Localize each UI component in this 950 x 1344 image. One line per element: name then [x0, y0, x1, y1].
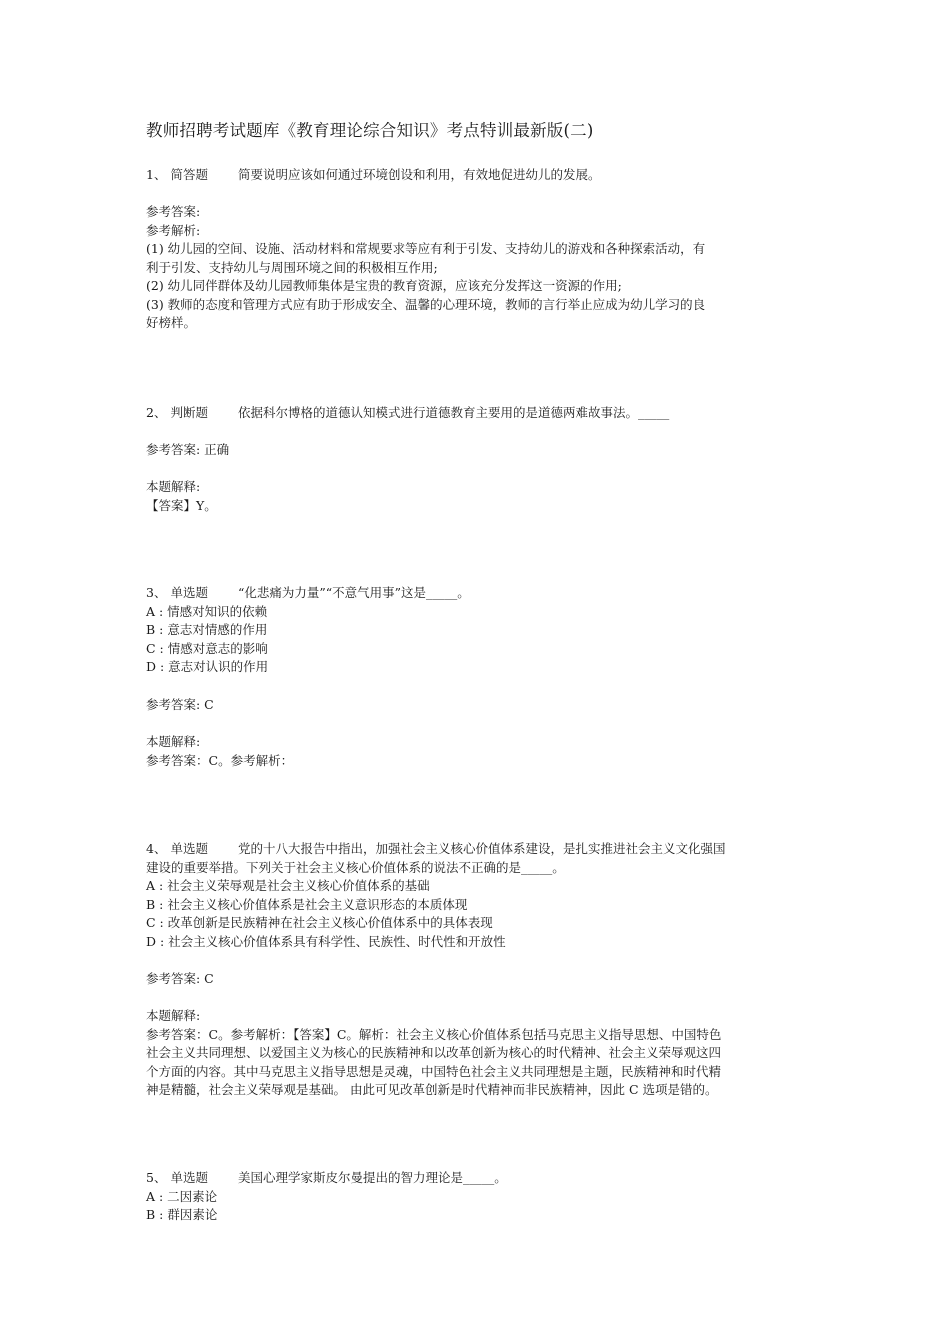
analysis-line: 【答案】Y。: [146, 497, 217, 513]
question-number: 2、: [146, 405, 167, 420]
question-stem: “化悲痛为力量”“不意气用事”这是_____。: [237, 585, 470, 600]
option-b: B : 意志对情感的作用: [146, 622, 268, 637]
option-d: D : 社会主义核心价值体系具有科学性、民族性、时代性和开放性: [146, 933, 506, 949]
answer-section-3: [146, 696, 806, 715]
page-title: 教师招聘考试题库《教育理论综合知识》考点特训最新版(二): [146, 121, 594, 140]
question-header: [146, 1169, 806, 1188]
question-number: 4、: [146, 841, 167, 856]
question-5: [146, 1169, 806, 1225]
option-c: C : 改革创新是民族精神在社会主义核心价值体系中的具体表现: [146, 915, 493, 930]
question-number: 1、: [146, 167, 167, 182]
analysis-section-4: [146, 1007, 806, 1100]
question-number: 5、: [146, 1170, 167, 1185]
question-stem: 依据科尔博格的道德认知模式进行道德教育主要用的是道德两难故事法。_____: [237, 405, 670, 420]
analysis-label: 本题解释:: [146, 734, 201, 749]
analysis-line: 个方面的内容。其中马克思主义指导思想是灵魂，中国特色社会主义共同理想是主题，民族精神和时代精: [146, 1063, 722, 1079]
option-a: A : 二因素论: [146, 1188, 218, 1204]
option-d: D : 意志对认识的作用: [146, 659, 269, 674]
question-stem: 党的十八大报告中指出，加强社会主义核心价值体系建设，是扎实推进社会主义文化强国: [237, 841, 726, 856]
question-4: [146, 840, 806, 951]
analysis-line: 参考答案：C。参考解析：【答案】C。解析：社会主义核心价值体系包括马克思主义指导思想、中国特色: [146, 1026, 722, 1042]
analysis-label: 本题解释:: [146, 479, 201, 494]
question-header: [146, 584, 806, 603]
question-header: [146, 840, 806, 859]
analysis-label: 参考解析:: [146, 222, 201, 238]
analysis-line: (2) 幼儿同伴群体及幼儿园教师集体是宝贵的教育资源，应该充分发挥这一资源的作用;: [146, 278, 622, 293]
analysis-line: (3) 教师的态度和管理方式应有助于形成安全、温馨的心理环境，教师的言行举止应成为幼儿学习的良: [146, 296, 706, 312]
question-header: [146, 404, 806, 423]
answer-text: 参考答案: 正确: [146, 442, 230, 457]
analysis-line: 利于引发、支持幼儿与周围环境之间的积极相互作用;: [146, 259, 438, 275]
question-header: [146, 166, 806, 185]
analysis-line: (1) 幼儿园的空间、设施、活动材料和常规要求等应有利于引发、支持幼儿的游戏和各种探索活动，有: [146, 241, 706, 256]
option-a: A : 情感对知识的依赖: [146, 603, 268, 619]
question-number: 3、: [146, 585, 167, 600]
question-3: [146, 584, 806, 677]
analysis-label: 本题解释:: [146, 1008, 201, 1023]
answer-section-4: [146, 970, 806, 989]
answer-text: 参考答案: C: [146, 697, 214, 712]
answer-text: 参考答案: C: [146, 971, 214, 986]
analysis-line: 参考答案：C。参考解析：: [146, 752, 294, 768]
question-type: 简答题: [170, 167, 208, 182]
answer-section-2: [146, 441, 806, 460]
option-b: B : 群因素论: [146, 1207, 218, 1222]
analysis-line: 神是精髓，社会主义荣辱观是基础。 由此可见改革创新是时代精神而非民族精神，因此 C 选项是错的。: [146, 1082, 718, 1097]
analysis-section-2: [146, 478, 806, 515]
answer-label: 参考答案:: [146, 204, 201, 219]
question-1: [146, 166, 806, 185]
analysis-line: 社会主义共同理想、以爱国主义为核心的民族精神和以改革创新为核心的时代精神、社会主义荣辱观这四: [146, 1045, 722, 1060]
question-type: 判断题: [170, 405, 208, 420]
question-stem: 美国心理学家斯皮尔曼提出的智力理论是_____。: [237, 1170, 507, 1185]
option-c: C : 情感对意志的影响: [146, 640, 268, 656]
question-2: [146, 404, 806, 423]
analysis-line: 好榜样。: [146, 315, 197, 330]
question-stem: 简要说明应该如何通过环境创设和利用，有效地促进幼儿的发展。: [237, 167, 601, 182]
question-stem-continued: 建设的重要举措。下列关于社会主义核心价值体系的说法不正确的是_____。: [146, 859, 565, 875]
analysis-section-3: [146, 733, 806, 770]
question-type: 单选题: [170, 585, 208, 600]
option-b: B : 社会主义核心价值体系是社会主义意识形态的本质体现: [146, 896, 468, 912]
question-type: 单选题: [170, 841, 208, 856]
question-type: 单选题: [170, 1170, 208, 1185]
answer-section-1: [146, 203, 806, 333]
option-a: A : 社会主义荣辱观是社会主义核心价值体系的基础: [146, 878, 430, 893]
